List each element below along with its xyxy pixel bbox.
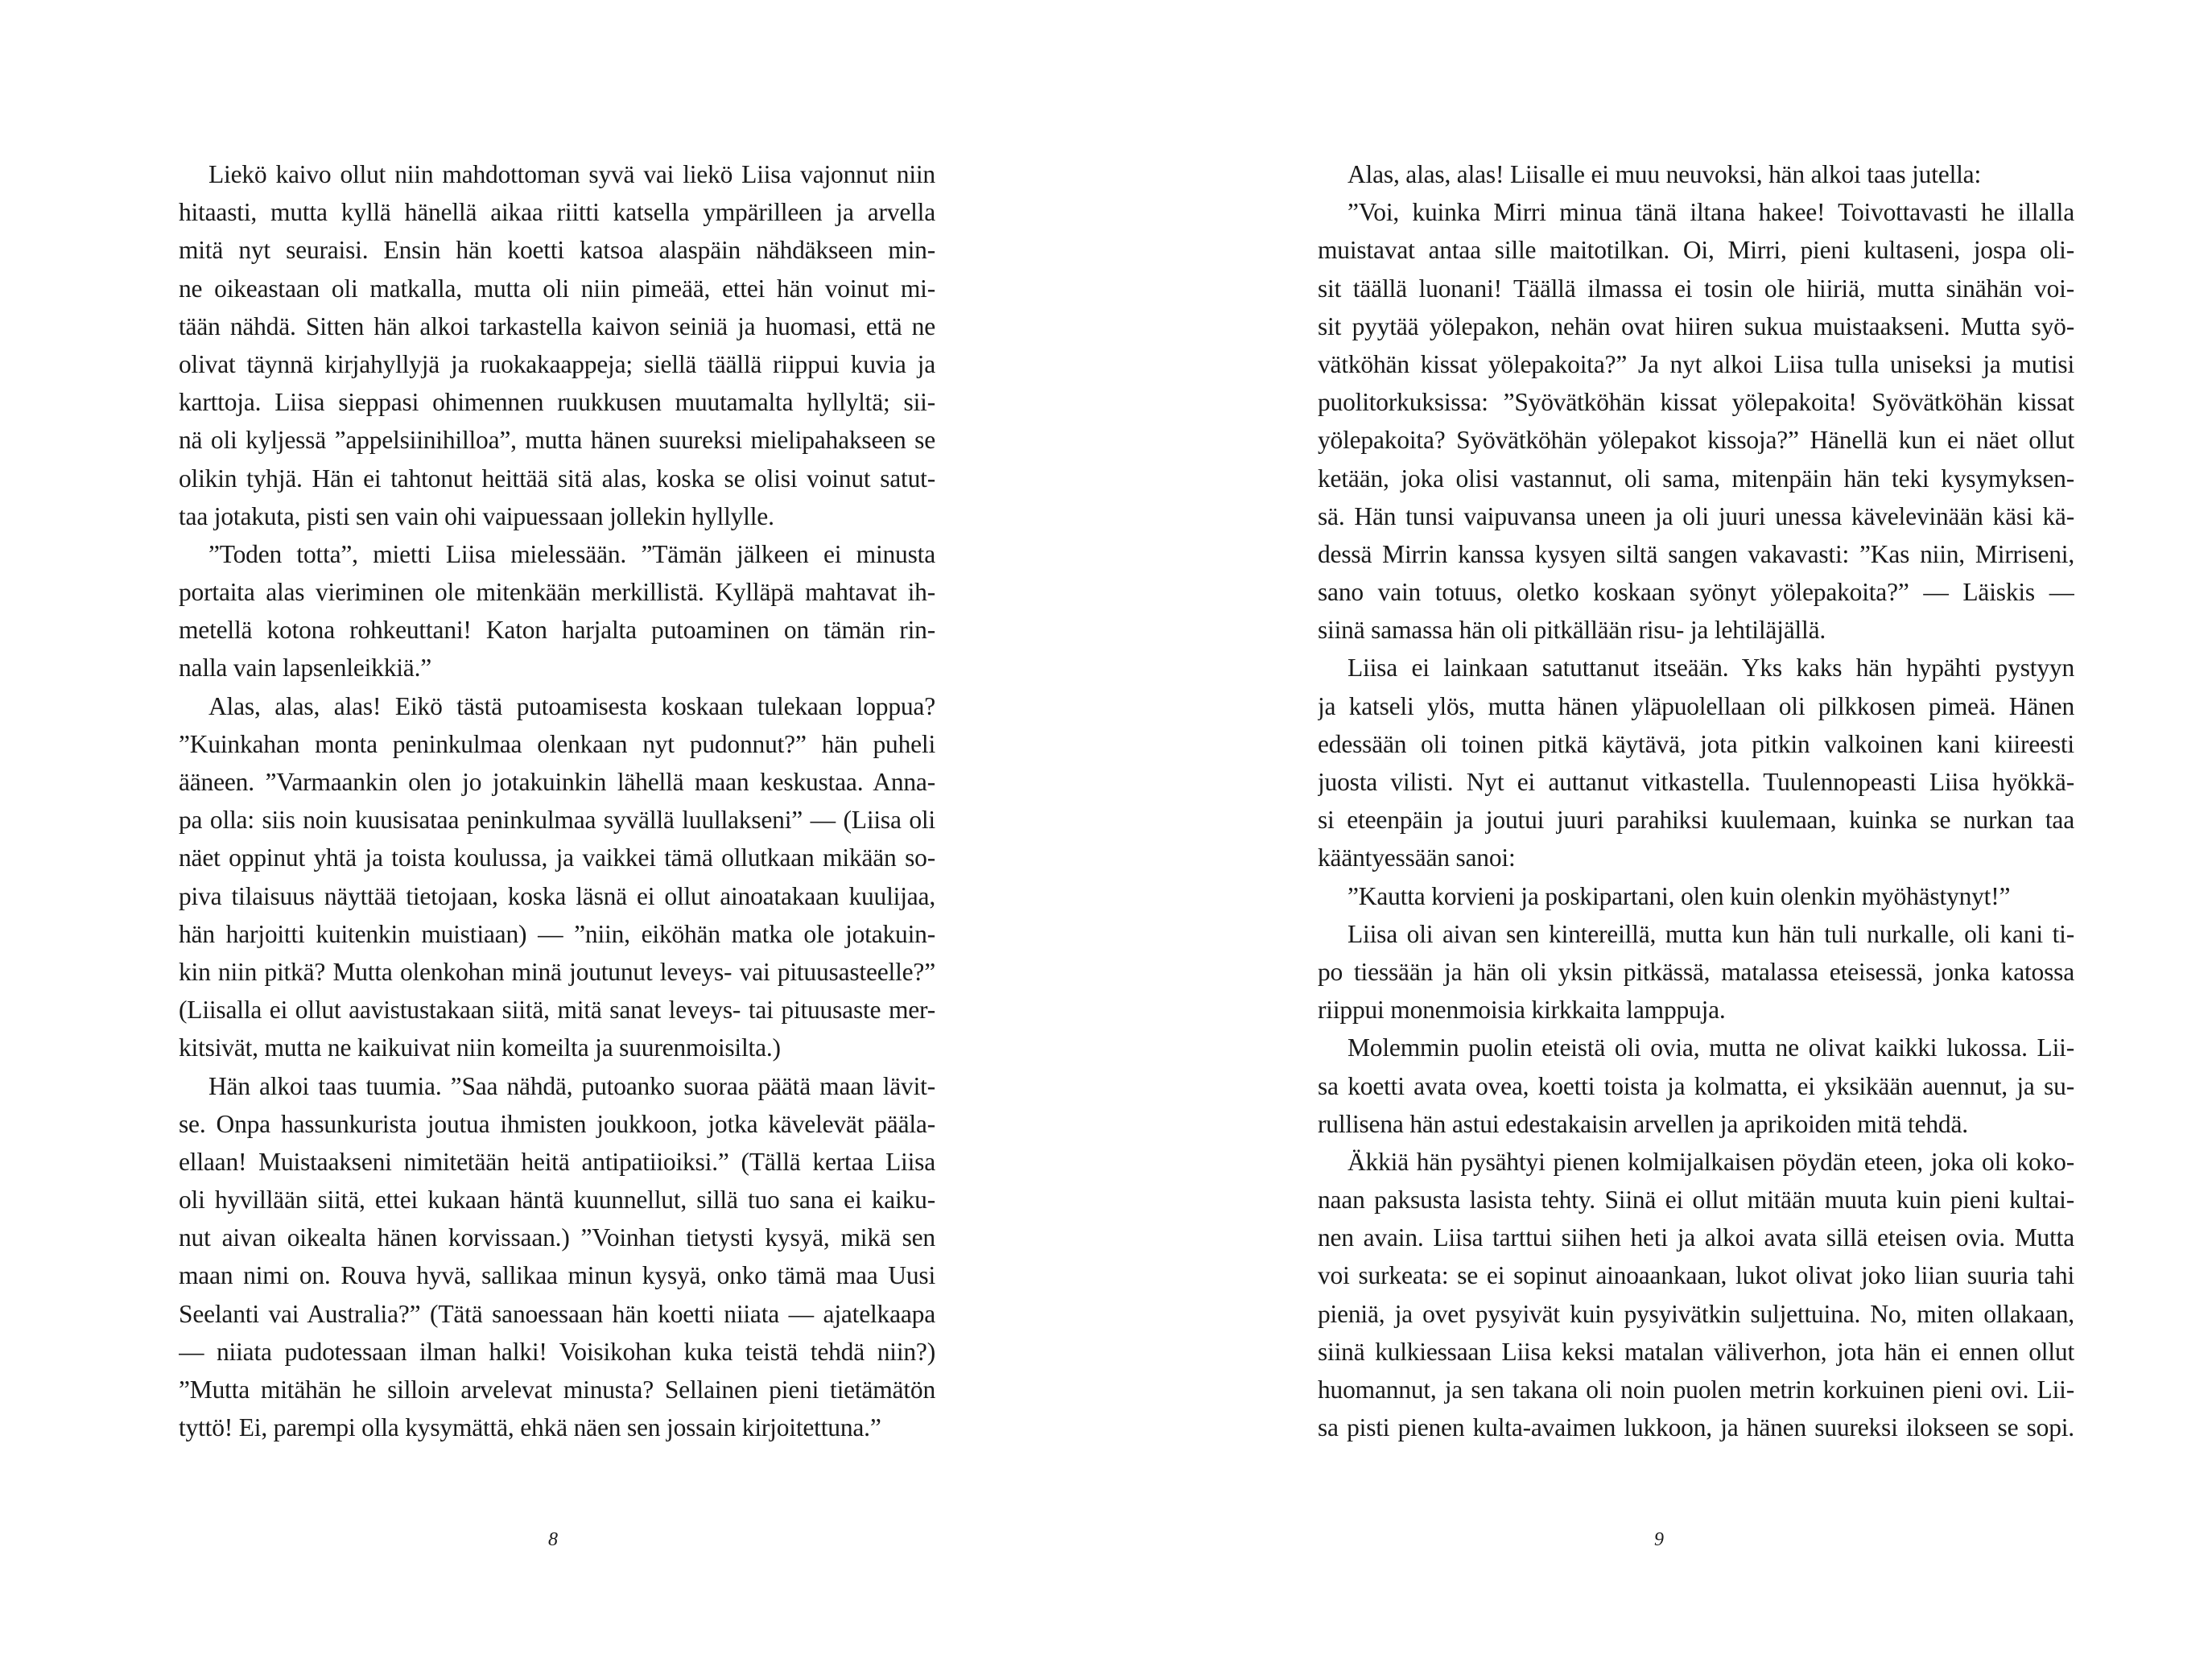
text-line: Alas, alas, alas! Eikö tästä putoamisesta koskaan tulekaan loppua? [208,691,935,720]
text-line: portaita alas vieriminen ole mitenkään merkillistä. Kylläpä mahtavat ih- [179,578,935,607]
text-line: Liisa oli aivan sen kintereillä, mutta kun hän tuli nurkalle, oli kani ti- [1347,919,2074,948]
text-line: sä. Hän tunsi vaipuvansa uneen ja oli juuri unessa kävelevinään käsi kä- [1318,501,2074,530]
text-line: kin niin pitkä? Mutta olenkohan minä joutunut leveys- vai pituusasteelle?” [179,957,935,986]
text-line: nut aivan oikealta hänen korvissaan.) ”Voinhan tietysti kysyä, mikä sen [179,1223,935,1252]
text-line: sit täällä luonani! Täällä ilmassa ei tosin ole hiiriä, mutta sinähän voi- [1318,274,2074,303]
text-line: Liekö kaivo ollut niin mahdottoman syvä vai liekö Liisa vajonnut niin [208,160,935,188]
text-line: Äkkiä hän pysähtyi pienen kolmijalkaisen pöydän eteen, joka oli koko- [1347,1147,2074,1176]
text-line: tyttö! Ei, parempi olla kysymättä, ehkä näen sen jossain kirjoitettuna.” [179,1413,881,1442]
text-line: metellä kotona rohkeuttani! Katon harjalta putoaminen on tämän rin- [179,616,935,645]
text-line: sit pyytää yölepakon, nehän ovat hiiren sukua muistaakseni. Mutta syö- [1318,311,2074,340]
text-line: vätköhän kissat yölepakoita?” Ja nyt alkoi Liisa tulla uniseksi ja mutisi [1318,349,2074,378]
text-line: sa koetti avata ovea, koetti toista ja kolmatta, ei yksikään auennut, ja su- [1318,1071,2074,1100]
text-line: pieniä, ja ovet pysyivät kuin pysyivätkin suljettuina. No, miten ollakaan, [1318,1299,2074,1328]
text-line: sa pisti pienen kulta-avaimen lukkoon, ja hänen suureksi ilokseen se sopi. [1318,1413,2074,1442]
text-line: oli hyvillään siitä, ettei kukaan häntä kuunnellut, sillä tuo sana ei kaiku- [179,1186,935,1215]
text-line: Hän alkoi taas tuumia. ”Saa nähdä, putoanko suoraa päätä maan lävit- [208,1071,935,1100]
text-line: maan nimi on. Rouva hyvä, sallikaa minun kysyä, onko tämä maa Uusi [179,1261,935,1290]
text-line: juosta vilisti. Nyt ei auttanut vitkastella. Tuulennopeasti Liisa hyökkä- [1318,768,2074,796]
text-line: hitaasti, mutta kyllä hänellä aikaa riitti katsella ympärilleen ja arvella [179,198,935,227]
text-line: tään nähdä. Sitten hän alkoi tarkastella kaivon seiniä ja huomasi, että ne [179,311,935,340]
text-line: yölepakoita? Syövätköhän yölepakot kissoja?” Hänellä kun ei näet ollut [1318,426,2074,455]
text-line: Alas, alas, alas! Liisalle ei muu neuvoksi, hän alkoi taas jutella: [1347,160,1982,188]
text-line: dessä Mirrin kanssa kysyen siltä sangen vakavasti: ”Kas niin, Mirriseni, [1318,539,2074,568]
text-line: edessään oli toinen pitkä käytävä, jota pitkin valkoinen kani kiireesti [1318,729,2074,758]
text-line: — niiata pudotessaan ilman halki! Voisikohan kuka teistä tehdä niin?) [179,1337,935,1366]
text-line: ellaan! Muistaakseni nimitetään heitä antipatiioiksi.” (Tällä kertaa Liisa [179,1147,935,1176]
text-line: nä oli kyljessä ”appelsiinihilloa”, mutta hänen suureksi mielipahakseen se [179,426,935,455]
left-page-number: 8 [548,1529,558,1550]
right-page [1106,0,2212,1658]
text-line: puolitorkuksissa: ”Syövätköhän kissat yölepakoita! Syövätköhän kissat [1318,388,2074,417]
text-line: piva tilaisuus näyttää tietojaan, koska läsnä ei ollut ainoatakaan kuulijaa, [179,881,935,910]
text-line: siinä samassa hän oli pitkällään risu- ja lehtiläjällä. [1318,616,1826,645]
text-line: naan paksusta lasista tehty. Siinä ei ollut mitään muuta kuin pieni kultai- [1318,1186,2074,1215]
text-line: ja katseli ylös, mutta hänen yläpuolellaan oli pilkkosen pimeä. Hänen [1318,691,2074,720]
text-line: po tiessään ja hän oli yksin pitkässä, matalassa eteisessä, jonka katossa [1318,957,2074,986]
text-line: olivat täynnä kirjahyllyjä ja ruokakaappeja; siellä täällä riippui kuvia ja [179,349,935,378]
text-line: rullisena hän astui edestakaisin arvellen ja aprikoiden mitä tehdä. [1318,1109,1968,1138]
text-line: Molemmin puolin eteistä oli ovia, mutta ne olivat kaikki lukossa. Lii- [1347,1033,2074,1062]
text-line: ”Toden totta”, mietti Liisa mielessään. ”Tämän jälkeen ei minusta [208,539,935,568]
text-line: mitä nyt seuraisi. Ensin hän koetti katsoa alaspäin nähdäkseen min- [179,236,935,265]
text-line: sano vain totuus, oletko koskaan syönyt yölepakoita?” — Läiskis — [1318,578,2074,607]
text-line: siinä kulkiessaan Liisa keksi matalan väliverhon, jota hän ei ennen ollut [1318,1337,2074,1366]
text-line: Seelanti vai Australia?” (Tätä sanoessaan hän koetti niiata — ajatelkaapa [179,1299,935,1328]
text-line: ”Mutta mitähän he silloin arvelevat minusta? Sellainen pieni tietämätön [179,1375,935,1404]
text-line: karttoja. Liisa sieppasi ohimennen ruukkusen muutamalta hyllyltä; sii- [179,388,935,417]
text-line: ”Kuinkahan monta peninkulmaa olenkaan nyt pudonnut?” hän puheli [179,729,935,758]
text-line: voi surkeata: se ei sopinut ainoaankaan, lukot olivat joko liian suuria tahi [1318,1261,2074,1290]
left-page-text [179,155,935,1446]
text-line: huomannut, ja sen takana oli noin puolen metrin korkuinen pieni ovi. Lii- [1318,1375,2074,1404]
text-line: taa jotakuta, pisti sen vain ohi vaipuessaan jollekin hyllylle. [179,501,774,530]
text-line: se. Onpa hassunkurista joutua ihmisten joukkoon, jotka kävelevät päälа- [179,1109,935,1138]
right-page-text [1318,155,2074,1446]
text-line: si eteenpäin ja joutui juuri parahiksi kuulemaan, kuinka se nurkan taa [1318,806,2074,835]
text-line: ”Voi, kuinka Mirri minua tänä iltana hakee! Toivottavasti he illalla [1347,198,2074,227]
right-page-number: 9 [1654,1529,1664,1550]
text-line: näet oppinut yhtä ja toista koulussa, ja vaikkei tämä ollutkaan mikään so- [179,843,935,872]
text-line: nalla vain lapsenleikkiä.” [179,654,432,683]
text-line: kitsivät, mutta ne kaikuivat niin komeilta ja suurenmoisilta.) [179,1033,781,1062]
text-line: (Liisalla ei ollut aavistustakaan siitä, mitä sanat leveys- tai pituusaste mer- [179,996,935,1025]
text-line: ne oikeastaan oli matkalla, mutta oli niin pimeää, ettei hän voinut mi- [179,274,935,303]
text-line: pa olla: siis noin kuusisataa peninkulmaa syvällä luullakseni” — (Liisa oli [179,806,935,835]
text-line: ketään, joka olisi vastannut, oli sama, mitenpäin hän teki kysymyksen- [1318,464,2074,493]
text-line: riippui monenmoisia kirkkaita lamppuja. [1318,996,1726,1025]
text-line: ”Kautta korvieni ja poskipartani, olen kuin olenkin myöhästynyt!” [1347,881,2011,910]
text-line: nen avain. Liisa tarttui siihen heti ja alkoi avata sillä eteisen ovia. Mutta [1318,1223,2074,1252]
text-line: hän harjoitti kuitenkin muistiaan) — ”niin, eiköhän matka ole jotakuin- [179,919,935,948]
text-line: Liisa ei lainkaan satuttanut itseään. Yks kaks hän hypähti pystyyn [1347,654,2074,683]
text-line: kääntyessään sanoi: [1318,843,1516,872]
text-line: olikin tyhjä. Hän ei tahtonut heittää sitä alas, koska se olisi voinut satut- [179,464,935,493]
text-line: ääneen. ”Varmaankin olen jo jotakuinkin lähellä maan keskustaa. Anna- [179,768,935,796]
text-line: muistavat antaa sille maitotilkan. Oi, Mirri, pieni kultaseni, jospa oli- [1318,236,2074,265]
